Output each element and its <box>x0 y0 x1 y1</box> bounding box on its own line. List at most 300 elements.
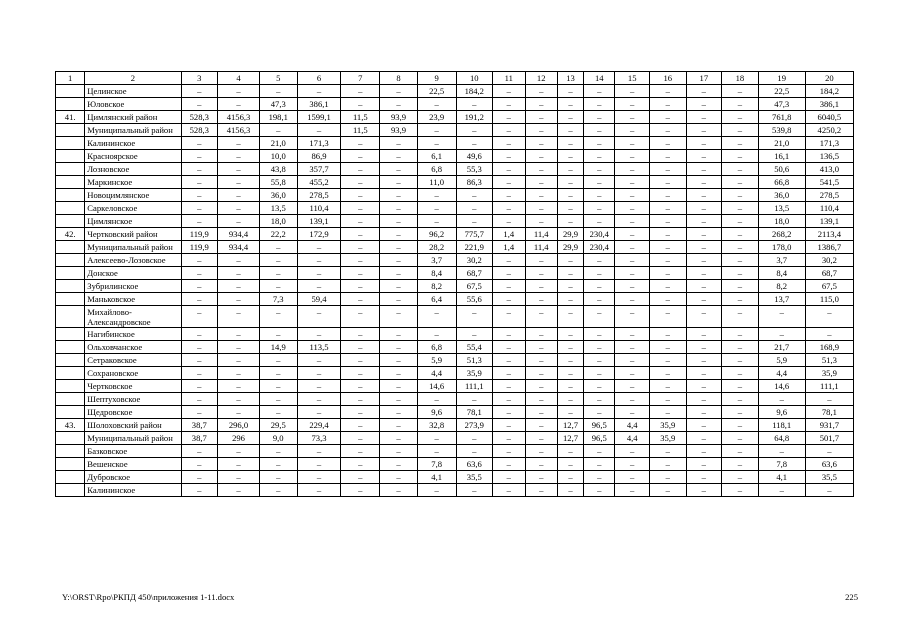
value-cell: 1,4 <box>493 228 525 241</box>
value-cell: 191,2 <box>456 111 493 124</box>
settlement-name-cell: Чертковский район <box>85 228 181 241</box>
value-cell: – <box>417 484 456 497</box>
value-cell: – <box>380 241 418 254</box>
value-cell: – <box>259 306 297 328</box>
row-number-cell <box>56 328 85 341</box>
column-header: 4 <box>218 72 260 85</box>
value-cell: 3,7 <box>417 254 456 267</box>
value-cell: – <box>181 471 218 484</box>
settlement-name-cell: Дубровское <box>85 471 181 484</box>
value-cell: – <box>493 202 525 215</box>
value-cell: 168,9 <box>805 341 853 354</box>
value-cell: 4,1 <box>758 471 805 484</box>
row-number-cell <box>56 280 85 293</box>
table-row <box>56 215 854 228</box>
value-cell: – <box>218 85 260 98</box>
value-cell: – <box>218 406 260 419</box>
value-cell: 55,4 <box>456 341 493 354</box>
value-cell: – <box>557 137 583 150</box>
value-cell: – <box>557 176 583 189</box>
value-cell: – <box>615 150 650 163</box>
value-cell: – <box>218 484 260 497</box>
value-cell: – <box>259 267 297 280</box>
column-header: 3 <box>181 72 218 85</box>
value-cell: – <box>218 471 260 484</box>
value-cell: – <box>649 393 686 406</box>
value-cell: – <box>259 484 297 497</box>
settlement-name-cell: Алексеево-Лозовское <box>85 254 181 267</box>
settlement-name-cell: Юловское <box>85 98 181 111</box>
settlement-name-cell: Нагибинское <box>85 328 181 341</box>
settlement-name-cell: Чертковское <box>85 380 181 393</box>
value-cell: – <box>218 306 260 328</box>
value-cell: 9,0 <box>259 432 297 445</box>
settlement-name-cell: Донское <box>85 267 181 280</box>
table-row <box>56 111 854 124</box>
value-cell: 113,5 <box>297 341 341 354</box>
value-cell: – <box>218 458 260 471</box>
value-cell: – <box>686 341 722 354</box>
value-cell: – <box>493 293 525 306</box>
value-cell: 51,3 <box>456 354 493 367</box>
settlement-name-cell: Калининское <box>85 137 181 150</box>
row-number-cell: 42. <box>56 228 85 241</box>
value-cell: – <box>297 280 341 293</box>
value-cell: – <box>417 124 456 137</box>
value-cell: – <box>218 176 260 189</box>
value-cell: – <box>584 215 615 228</box>
value-cell: – <box>297 124 341 137</box>
value-cell: – <box>341 484 380 497</box>
column-header: 6 <box>297 72 341 85</box>
settlement-name-cell: Сохрановское <box>85 367 181 380</box>
value-cell: 229,4 <box>297 419 341 432</box>
value-cell: – <box>181 137 218 150</box>
value-cell: – <box>758 328 805 341</box>
value-cell: – <box>297 254 341 267</box>
value-cell: – <box>297 306 341 328</box>
value-cell: – <box>722 85 759 98</box>
column-header: 17 <box>686 72 722 85</box>
value-cell: – <box>493 254 525 267</box>
settlement-name-cell: Шолоховский район <box>85 419 181 432</box>
row-number-cell <box>56 458 85 471</box>
value-cell: 221,9 <box>456 241 493 254</box>
table-row <box>56 202 854 215</box>
value-cell: – <box>380 85 418 98</box>
value-cell: – <box>615 293 650 306</box>
value-cell: – <box>525 150 557 163</box>
value-cell: – <box>615 471 650 484</box>
value-cell: – <box>584 150 615 163</box>
value-cell: – <box>456 137 493 150</box>
value-cell: – <box>341 367 380 380</box>
column-header: 16 <box>649 72 686 85</box>
row-number-cell <box>56 150 85 163</box>
value-cell: – <box>456 306 493 328</box>
value-cell: – <box>493 137 525 150</box>
value-cell: – <box>615 406 650 419</box>
value-cell: – <box>341 150 380 163</box>
value-cell: – <box>380 215 418 228</box>
value-cell: – <box>525 471 557 484</box>
value-cell: 8,4 <box>758 267 805 280</box>
value-cell: – <box>722 280 759 293</box>
value-cell: 118,1 <box>758 419 805 432</box>
value-cell: – <box>341 254 380 267</box>
value-cell: – <box>758 393 805 406</box>
value-cell: 6040,5 <box>805 111 853 124</box>
value-cell: – <box>259 406 297 419</box>
row-number-cell <box>56 306 85 328</box>
value-cell: – <box>686 215 722 228</box>
value-cell: – <box>649 111 686 124</box>
value-cell: 47,3 <box>259 98 297 111</box>
value-cell: – <box>584 445 615 458</box>
value-cell: 64,8 <box>758 432 805 445</box>
footer-file-path: Y:\ORST\Rpo\РКПД 450\приложения 1-11.docx <box>62 592 235 602</box>
value-cell: 21,0 <box>758 137 805 150</box>
value-cell: – <box>722 124 759 137</box>
value-cell: 4,4 <box>615 432 650 445</box>
value-cell: – <box>181 458 218 471</box>
value-cell: 119,9 <box>181 241 218 254</box>
value-cell: 13,5 <box>758 202 805 215</box>
value-cell: – <box>722 241 759 254</box>
value-cell: – <box>181 189 218 202</box>
value-cell: – <box>557 163 583 176</box>
value-cell: – <box>615 445 650 458</box>
value-cell: 11,4 <box>525 241 557 254</box>
value-cell: – <box>722 406 759 419</box>
value-cell: – <box>686 293 722 306</box>
table-row <box>56 85 854 98</box>
row-number-cell <box>56 254 85 267</box>
value-cell: – <box>456 215 493 228</box>
value-cell: 413,0 <box>805 163 853 176</box>
value-cell: 357,7 <box>297 163 341 176</box>
value-cell: – <box>380 163 418 176</box>
value-cell: 11,0 <box>417 176 456 189</box>
column-header: 5 <box>259 72 297 85</box>
value-cell: – <box>722 484 759 497</box>
table-row <box>56 254 854 267</box>
value-cell: – <box>181 341 218 354</box>
row-number-cell <box>56 341 85 354</box>
value-cell: – <box>686 367 722 380</box>
value-cell: – <box>341 380 380 393</box>
value-cell: – <box>218 341 260 354</box>
value-cell: 115,0 <box>805 293 853 306</box>
value-cell: 32,8 <box>417 419 456 432</box>
value-cell: – <box>615 124 650 137</box>
value-cell: – <box>686 137 722 150</box>
column-header: 12 <box>525 72 557 85</box>
value-cell: – <box>557 98 583 111</box>
value-cell: – <box>584 111 615 124</box>
value-cell: – <box>615 341 650 354</box>
value-cell: – <box>615 228 650 241</box>
row-number-cell <box>56 267 85 280</box>
value-cell: – <box>525 280 557 293</box>
value-cell: – <box>525 267 557 280</box>
value-cell: 8,2 <box>417 280 456 293</box>
value-cell: 171,3 <box>297 137 341 150</box>
value-cell: – <box>686 484 722 497</box>
row-number-cell: 43. <box>56 419 85 432</box>
table-row <box>56 367 854 380</box>
value-cell: – <box>615 98 650 111</box>
value-cell: 96,2 <box>417 228 456 241</box>
value-cell: – <box>259 124 297 137</box>
value-cell: – <box>615 176 650 189</box>
value-cell: – <box>615 215 650 228</box>
value-cell: – <box>218 354 260 367</box>
value-cell: – <box>297 458 341 471</box>
settlement-name-cell: Цимлянский район <box>85 111 181 124</box>
row-number-cell <box>56 124 85 137</box>
value-cell: – <box>297 241 341 254</box>
value-cell: – <box>649 380 686 393</box>
value-cell: 21,7 <box>758 341 805 354</box>
row-number-cell <box>56 380 85 393</box>
value-cell: 16,1 <box>758 150 805 163</box>
value-cell: 68,7 <box>456 267 493 280</box>
value-cell: – <box>259 85 297 98</box>
value-cell: 230,4 <box>584 228 615 241</box>
value-cell: 96,5 <box>584 432 615 445</box>
value-cell: – <box>218 380 260 393</box>
settlement-name-cell: Маньковское <box>85 293 181 306</box>
value-cell: – <box>493 471 525 484</box>
value-cell: – <box>649 150 686 163</box>
value-cell: – <box>259 280 297 293</box>
row-number-cell <box>56 98 85 111</box>
value-cell: – <box>218 280 260 293</box>
value-cell: – <box>218 445 260 458</box>
settlement-name-cell: Целинское <box>85 85 181 98</box>
value-cell: 8,2 <box>758 280 805 293</box>
value-cell: – <box>525 85 557 98</box>
value-cell: – <box>649 124 686 137</box>
value-cell: – <box>341 445 380 458</box>
value-cell: – <box>525 393 557 406</box>
value-cell: 528,3 <box>181 111 218 124</box>
value-cell: – <box>686 111 722 124</box>
value-cell: 10,0 <box>259 150 297 163</box>
settlement-name-cell: Ольховчанское <box>85 341 181 354</box>
value-cell: – <box>181 280 218 293</box>
value-cell: – <box>493 163 525 176</box>
value-cell: – <box>456 393 493 406</box>
value-cell: 28,2 <box>417 241 456 254</box>
value-cell: – <box>417 393 456 406</box>
value-cell: – <box>341 293 380 306</box>
column-header: 7 <box>341 72 380 85</box>
value-cell: – <box>615 189 650 202</box>
value-cell: 4,4 <box>615 419 650 432</box>
value-cell: – <box>493 189 525 202</box>
row-number-cell <box>56 189 85 202</box>
value-cell: – <box>341 458 380 471</box>
value-cell: – <box>525 367 557 380</box>
value-cell: 7,8 <box>758 458 805 471</box>
value-cell: – <box>584 176 615 189</box>
value-cell: – <box>686 202 722 215</box>
value-cell: – <box>493 393 525 406</box>
value-cell: – <box>341 241 380 254</box>
value-cell: 35,9 <box>456 367 493 380</box>
value-cell: 198,1 <box>259 111 297 124</box>
value-cell: 184,2 <box>456 85 493 98</box>
value-cell: 139,1 <box>805 215 853 228</box>
value-cell: – <box>722 163 759 176</box>
row-number-cell <box>56 176 85 189</box>
value-cell: – <box>615 85 650 98</box>
value-cell: – <box>557 354 583 367</box>
data-table <box>55 71 854 497</box>
value-cell: 14,6 <box>417 380 456 393</box>
value-cell: – <box>584 189 615 202</box>
value-cell: – <box>557 367 583 380</box>
value-cell: – <box>417 137 456 150</box>
value-cell: – <box>493 367 525 380</box>
value-cell: – <box>649 163 686 176</box>
value-cell: – <box>380 406 418 419</box>
value-cell: – <box>380 484 418 497</box>
value-cell: – <box>686 432 722 445</box>
value-cell: – <box>615 354 650 367</box>
column-header: 15 <box>615 72 650 85</box>
value-cell: – <box>584 202 615 215</box>
value-cell: – <box>686 445 722 458</box>
value-cell: 86,3 <box>456 176 493 189</box>
value-cell: – <box>380 419 418 432</box>
value-cell: 5,9 <box>417 354 456 367</box>
value-cell: 386,1 <box>297 98 341 111</box>
value-cell: – <box>380 367 418 380</box>
value-cell: – <box>525 254 557 267</box>
value-cell: – <box>649 341 686 354</box>
value-cell: – <box>722 354 759 367</box>
row-number-cell <box>56 471 85 484</box>
header-row <box>56 72 854 85</box>
value-cell: – <box>218 293 260 306</box>
value-cell: – <box>722 393 759 406</box>
value-cell: – <box>557 124 583 137</box>
value-cell: 35,5 <box>456 471 493 484</box>
value-cell: – <box>649 241 686 254</box>
value-cell: – <box>297 393 341 406</box>
value-cell: – <box>615 280 650 293</box>
value-cell: 67,5 <box>805 280 853 293</box>
value-cell: – <box>686 267 722 280</box>
value-cell: – <box>493 267 525 280</box>
value-cell: 386,1 <box>805 98 853 111</box>
settlement-name-cell: Муниципальный район <box>85 124 181 137</box>
value-cell: – <box>525 98 557 111</box>
value-cell: – <box>649 280 686 293</box>
value-cell: – <box>456 202 493 215</box>
value-cell: – <box>557 328 583 341</box>
value-cell: 3,7 <box>758 254 805 267</box>
row-number-cell <box>56 202 85 215</box>
settlement-name-cell: Муниципальный район <box>85 241 181 254</box>
value-cell: 111,1 <box>805 380 853 393</box>
table-row <box>56 163 854 176</box>
value-cell: – <box>341 341 380 354</box>
value-cell: 230,4 <box>584 241 615 254</box>
value-cell: 78,1 <box>456 406 493 419</box>
value-cell: 184,2 <box>805 85 853 98</box>
value-cell: – <box>181 306 218 328</box>
settlement-name-cell: Муниципальный район <box>85 432 181 445</box>
table-row <box>56 458 854 471</box>
value-cell: – <box>615 254 650 267</box>
value-cell: – <box>380 380 418 393</box>
value-cell: – <box>341 176 380 189</box>
value-cell: – <box>456 189 493 202</box>
value-cell: – <box>686 150 722 163</box>
value-cell: – <box>525 176 557 189</box>
value-cell: – <box>557 293 583 306</box>
value-cell: – <box>417 432 456 445</box>
value-cell: – <box>722 419 759 432</box>
value-cell: 55,8 <box>259 176 297 189</box>
value-cell: – <box>493 150 525 163</box>
value-cell: 9,6 <box>417 406 456 419</box>
column-header: 1 <box>56 72 85 85</box>
value-cell: – <box>259 393 297 406</box>
value-cell: – <box>493 111 525 124</box>
value-cell: 278,5 <box>805 189 853 202</box>
value-cell: 49,6 <box>456 150 493 163</box>
value-cell: – <box>259 445 297 458</box>
value-cell: – <box>584 341 615 354</box>
value-cell: – <box>297 380 341 393</box>
value-cell: 73,3 <box>297 432 341 445</box>
value-cell: – <box>686 458 722 471</box>
value-cell: – <box>722 306 759 328</box>
value-cell: – <box>557 341 583 354</box>
value-cell: 86,9 <box>297 150 341 163</box>
value-cell: – <box>493 354 525 367</box>
settlement-name-cell: Цимлянское <box>85 215 181 228</box>
value-cell: – <box>493 176 525 189</box>
value-cell: – <box>557 150 583 163</box>
value-cell: – <box>181 202 218 215</box>
value-cell: – <box>805 484 853 497</box>
value-cell: – <box>493 432 525 445</box>
row-number-cell <box>56 241 85 254</box>
value-cell: – <box>456 98 493 111</box>
value-cell: – <box>615 393 650 406</box>
value-cell: – <box>805 306 853 328</box>
value-cell: 111,1 <box>456 380 493 393</box>
value-cell: – <box>649 137 686 150</box>
value-cell: 63,6 <box>456 458 493 471</box>
value-cell: – <box>525 328 557 341</box>
value-cell: – <box>722 293 759 306</box>
value-cell: – <box>380 458 418 471</box>
value-cell: – <box>557 254 583 267</box>
value-cell: – <box>218 189 260 202</box>
value-cell: 4,4 <box>417 367 456 380</box>
value-cell: – <box>722 111 759 124</box>
value-cell: 59,4 <box>297 293 341 306</box>
value-cell: – <box>686 354 722 367</box>
value-cell: – <box>181 150 218 163</box>
